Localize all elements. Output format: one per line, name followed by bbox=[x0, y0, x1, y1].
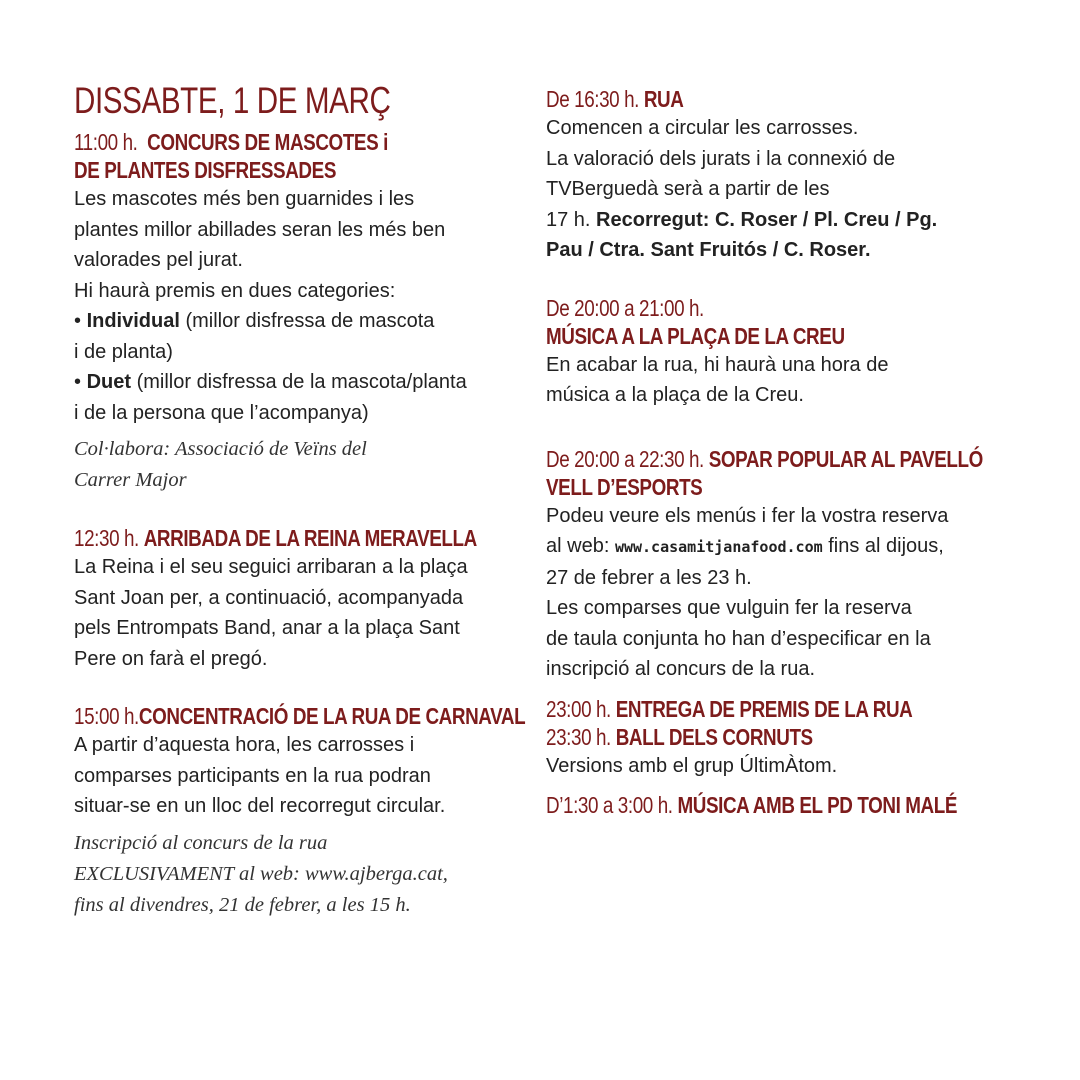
category-name: Individual bbox=[86, 310, 180, 332]
event-concentracio-rua bbox=[74, 702, 526, 921]
event-rua bbox=[546, 85, 1016, 266]
right-column bbox=[546, 85, 1016, 819]
event-musica-placa bbox=[546, 294, 1016, 411]
event-time: D’1:30 a 3:00 h. bbox=[546, 792, 673, 818]
collaboration-note: Col·labora: Associació de Veïns del bbox=[74, 438, 367, 460]
event-time: De 16:30 h. bbox=[546, 86, 640, 112]
desc-line: valorades pel jurat. bbox=[74, 249, 243, 271]
left-column bbox=[74, 80, 526, 921]
event-concurs-mascotes bbox=[74, 128, 519, 496]
event-title-cont: VELL D’ESPORTS bbox=[546, 473, 703, 500]
desc-line: pels Entrompats Band, anar a la plaça Sant bbox=[74, 617, 460, 639]
desc-line: Hi haurà premis en dues categories: bbox=[74, 279, 396, 302]
day-title: DISSABTE, 1 DE MARÇ bbox=[74, 80, 391, 121]
desc-line: situar-se en un lloc del recorregut circular. bbox=[74, 795, 446, 817]
category-name: Duet bbox=[86, 371, 132, 393]
event-heading bbox=[74, 128, 439, 156]
event-heading-cont bbox=[546, 322, 931, 350]
event-heading-cont bbox=[74, 156, 439, 184]
desc-line: En acabar la rua, hi haurà una hora de bbox=[546, 353, 889, 376]
registration-note: fins al divendres, 21 de febrer, a les 15 h. bbox=[74, 893, 411, 916]
desc-line: i de la persona que l’acompanya) bbox=[74, 401, 369, 424]
event-heading-cont bbox=[546, 473, 931, 501]
event-title-cont: DE PLANTES DISFRESSADES bbox=[74, 157, 336, 183]
event-time: De 20:00 a 22:30 h. bbox=[546, 445, 704, 472]
event-time: De 20:00 a 21:00 h. bbox=[546, 294, 704, 321]
desc-line: A partir d’aquesta hora, les carrosses i bbox=[74, 734, 415, 756]
event-sopar-popular bbox=[546, 445, 1016, 685]
route-line: 17 h. Recorregut: C. Roser / Pl. Creu / Pg. bbox=[546, 208, 938, 231]
event-heading bbox=[546, 294, 931, 322]
desc-line: comparses participants en la rua podran bbox=[74, 764, 431, 787]
event-title: CONCURS DE MASCOTES i bbox=[147, 129, 388, 155]
event-ball-cornuts bbox=[546, 723, 1016, 782]
event-title: BALL DELS CORNUTS bbox=[615, 723, 813, 750]
event-title: CONCENTRACIÓ DE LA RUA DE CARNAVAL bbox=[138, 703, 526, 729]
category-individual: • Individual (millor disfressa de mascota bbox=[74, 310, 435, 332]
desc-line: La Reina i el seu seguici arribaran a la plaça bbox=[74, 556, 468, 578]
event-title: ARRIBADA DE LA REINA MERAVELLA bbox=[143, 525, 477, 551]
desc-line: 27 de febrer a les 23 h. bbox=[546, 566, 752, 589]
event-entrega-premis bbox=[546, 695, 1016, 723]
event-title: MÚSICA A LA PLAÇA DE LA CREU bbox=[546, 322, 845, 349]
desc-line: música a la plaça de la Creu. bbox=[546, 384, 804, 406]
registration-note: EXCLUSIVAMENT al web: www.ajberga.cat, bbox=[74, 862, 448, 885]
desc-line: Sant Joan per, a continuació, acompanyada bbox=[74, 586, 464, 609]
event-arribada-reina bbox=[74, 524, 519, 674]
desc-line: Comencen a circular les carrosses. bbox=[546, 117, 859, 139]
event-heading bbox=[546, 723, 931, 751]
desc-line: TVBerguedà serà a partir de les bbox=[546, 178, 830, 200]
event-time: 23:00 h. bbox=[546, 695, 611, 722]
website-link[interactable]: www.casamitjanafood.com bbox=[614, 538, 823, 556]
route-text: Pau / Ctra. Sant Fruitós / C. Roser. bbox=[546, 239, 871, 261]
event-musica-pd bbox=[546, 791, 1016, 819]
event-title: RUA bbox=[643, 86, 684, 112]
desc-line: Versions amb el grup ÚltimÀtom. bbox=[546, 754, 838, 777]
event-title: MÚSICA AMB EL PD TONI MALÉ bbox=[677, 792, 958, 818]
route-line bbox=[546, 235, 1016, 266]
event-time: 12:30 h. bbox=[74, 525, 139, 551]
desc-line: Les mascotes més ben guarnides i les bbox=[74, 188, 415, 210]
desc-line: i de planta) bbox=[74, 340, 173, 363]
event-heading bbox=[546, 791, 958, 819]
desc-line: La valoració dels jurats i la connexió de bbox=[546, 147, 896, 170]
event-title: SOPAR POPULAR AL PAVELLÓ bbox=[708, 445, 983, 472]
event-time: 15:00 h. bbox=[74, 703, 139, 729]
desc-line: plantes millor abillades seran les més ben bbox=[74, 218, 446, 241]
event-heading bbox=[546, 445, 983, 473]
event-time: 11:00 h. bbox=[74, 129, 138, 155]
event-time: 23:30 h. bbox=[546, 723, 611, 750]
category-duet: • Duet (millor disfressa de la mascota/planta bbox=[74, 371, 467, 393]
collaboration-note: Carrer Major bbox=[74, 469, 187, 491]
route-text: Recorregut: C. Roser / Pl. Creu / Pg. bbox=[596, 208, 938, 231]
desc-line: Les comparses que vulguin fer la reserva bbox=[546, 597, 912, 619]
desc-line: Pere on farà el pregó. bbox=[74, 647, 268, 670]
desc-line: Podeu veure els menús i fer la vostra reserva bbox=[546, 504, 949, 527]
desc-line: inscripció al concurs de la rua. bbox=[546, 658, 816, 680]
event-heading bbox=[546, 695, 931, 723]
desc-line: de taula conjunta ho han d’especificar en la bbox=[546, 627, 931, 650]
desc-line-web: al web: www.casamitjanafood.com fins al dijous, bbox=[546, 535, 944, 557]
event-heading bbox=[74, 702, 526, 730]
event-heading bbox=[546, 85, 931, 113]
event-heading bbox=[74, 524, 477, 552]
event-title: ENTREGA DE PREMIS DE LA RUA bbox=[615, 695, 913, 722]
registration-note: Inscripció al concurs de la rua bbox=[74, 831, 328, 854]
